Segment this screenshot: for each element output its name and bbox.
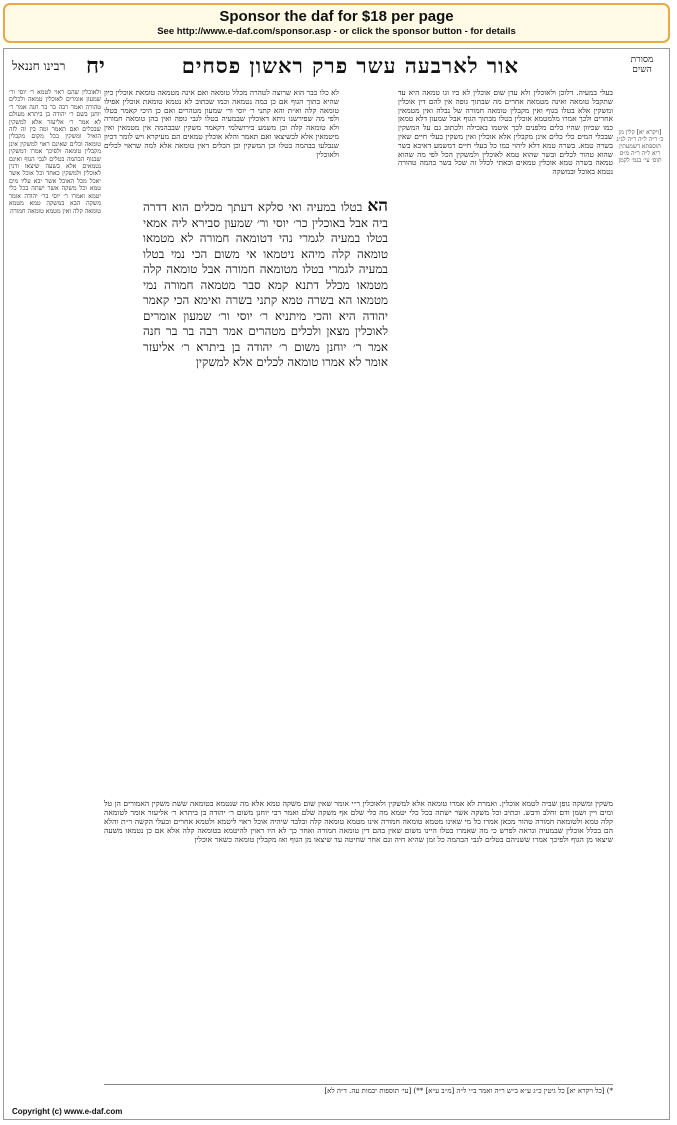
- gemara-body: בטלו במעיה ואי סלקא דעתך מכלים הוא דדרה ביה אבל באוכלין כר׳ יוסי ור׳ שמעון סבירא ליה אמאי בטלו במעיה לגמרי נהי דטומאה חמורה לא מטמאו טומאה קלה מיהא ניטמאו אי משום הכי נמי בטלו במעיה לגמרי בטלו מטומאה חמורה אבל טומאה קלה מטמאו מכלל דתנא קמא סבר מטמאה חמורה נמי מטמאו הא בשרה טמא קתני בשרה ואימא הכי קאמר יהודה היא והכי מיתניא ר׳ יוסי ור׳ שמעון אומרים לאוכלין מצאן ולכלים מטהרים אמר רבה בר בר חנה אמר ר׳ יוחנן משום ר׳ יהודה בן ביתרא ר׳ אליעזר אומר לא אמרו טומאה לכלים אלא למשקין: [143, 200, 388, 369]
- sponsor-title: Sponsor the daf for $18 per page: [219, 8, 454, 25]
- gemara-opening-word: הא: [367, 199, 388, 216]
- page-header: [4, 53, 669, 83]
- masoret-hashas-label: מסורת השים: [630, 55, 654, 75]
- sponsor-subtitle: See http://www.e-daf.com/sponsor.asp - or click the sponsor button - for details: [157, 26, 516, 37]
- talmud-page: [3, 48, 670, 1120]
- rashi-commentary: בעלי במעיה. דלוכן ולאוכלין ולא עדן שום אוכלין לא ביו וגו טמאה היא עד שתקבל טומאה ואינה מטמאה אחרים מה שבתוך גופה אין להם דין אוכלין ומשקין אלא בטלו בגוף ואין מקבלין טומאה חמורה של נבלה ואין מטמאין אחרים ולכך אמרו מלמטמא אוכלין בטלו מבתוך הגוף אבל שמעון דלא טמאן כמו שכיוון שהיו כלים מלפנים לכך איטמו באכילה ולכתוב גם על המשקין שבכלי המים כלי כלים אינן מקבלין אלא אוכלין ואין משקין בעלי חיים שאין בשרה טמא. בשרה טמא דלא ליהוי כמו כל בעלי חיים דמשמע דאיכא בשר שהוא טהור לכלים ובשר שהוא טמא לאוכלין ולמשקין הכל לפי מה שהוא טמאה בשרה טמא אוכלין טמאים ובאתי לכלל זה שכל בשר בהמה טהורה נטמא באוכל ובמשקה: [398, 89, 613, 177]
- daf-number: יח: [86, 53, 105, 79]
- sponsor-banner[interactable]: [3, 3, 670, 43]
- main-text-area: [104, 89, 613, 789]
- gemara-text: [143, 199, 388, 669]
- tosafot-commentary: לא כלו כבר הוא שרוצה לטהרה מכלל טומאה ואם אינה מטמאה טומאת אוכלין כיון שהיא בתוך הגוף אם כן במה נטמאה וכמו שכתוב לא נטמא טומאת אוכלין אפילו טומאה קלה וא״ת והא קתני ר׳ יוסי ור׳ שמעון מטהרים ואם כן היכי קאמר בטלו ולפי מה שפירשנו ניחא דאוכלין שבמעיה בטלו לגבי גופה ואין בהן טומאה חמורה ולא טומאה קלה וכן משמע בירושלמי דקאמר משקין שבבהמה אין מטמאין ואין מיטמאין אלא לכשיצאו ואם תאמר והלא אוכלין טמאים הם מעיקרא ויש לומר דכיון שנבלעו בבהמה בטלו וכן המשקין וכן הכלים דאין טומאה אלא למה שראוי לכלים ולאוכלין: [104, 89, 339, 159]
- rabbeinu-chananel-column: ולאוכלין שהם ראוי לטמא ר׳ יוסי ור׳ שמעון אומרים לאוכלין טמאה ולכלים טהורה ואמר רבה בר בר חנה אמר ר׳ יוחנן בשם ר׳ יהודה בן ביתרא מעולם לא אמר ר׳ אליעזר אלא למשקין שבכלים ואם תאמר ומה בין זה לזה הואיל ומשקין בכל מקום מקבלין טומאה וכלים שאינם ראוי למשקין אינן מקבלין טומאה ולפיכך אמרו דמשקין שבגוף הבהמה בטלים לגבי הגוף ואינם נטמאים אלא בשעה שיצאו ודנין לאוכלין ולמשקין כאחד וכל אוכל אשר יאכל מכל האוכל אשר יבא עליו מים טמא וכל משקה אשר ישתה בכל כלי יטמא ואמרו ר׳ יוסי בר׳ יהודה אומר משקה הבא במשקה טמא מטמא טומאה קלה ואין מטמא טומאה חמורה: [9, 89, 101, 215]
- page-title: אור לארבעה עשר פרק ראשון פסחים: [181, 53, 519, 78]
- footnotes: *) [כל ויקרא יא] כל גיטין כ״ג ע״א ב״ש ר״ה ואמר ב״י ל״ה [מ״ב ע״א] **) [עי׳ תוספות יבמות עה. ד״ה לא]: [104, 1084, 613, 1096]
- copyright-notice: Copyright (c) www.e-daf.com: [12, 1107, 123, 1116]
- side-note-right: [ויקרא יא] קלין מן כ׳ ר״ה ל״ה ר״ה לג״ג תוספתא דשמעתין ריא ל״ה ר״ה מ״ס תוס׳ עי׳ בגמ׳ לקמן: [616, 129, 664, 164]
- rabbeinu-chananel-label: רבינו חננאל: [12, 59, 66, 73]
- masoret-column: [616, 89, 664, 1059]
- bottom-commentary: משקין ומשקה גופן שביה לטמא אוכלין. ואמרת לא אמרו טומאה אלא למשקין ולאוכלין ר״י אומר שאין שום משקה טמא אלא מה שנטמא בטומאה ששת משקין האמורים הן טל ומים ויין ושמן ודם וחלב ודבש. וכתיב וכל משקה אשר ישתה בכל כלי יטמא מה כלי שלם אף משקה שלם ואמר רבי יוחנן משום ר׳ יהודה בן ביתרא ר׳ אליעזר אומר לטומאה קלה טמא ולטומאה חמורה טהור מכאן אמרו כל מי שאינו מטמא טומאה חמורה אינו מטמא טומאה קלה ובלבד שיהיה אוכל ראוי ליטמא ולטמא אחרים ובעלי הקשה ר״ת והלא הם בכלל אוכלין שבמעיה ונראה לפרש כי מה שאמרו בטלו היינו משום שאין בהם דין טומאה חמורה ואחר כך לא היו ראוין להיטמא בטומאה קלה אלא אם כן נטמאו משעה שיצאו מן הגוף ולפיכך אמרו ששניהם בטלים לגבי הבהמה כל זמן שהיא חיה וגם אחר שחיטה עד שיצאו מן הגוף ואז מקבלין טומאה כשאר אוכלין: [104, 799, 613, 844]
